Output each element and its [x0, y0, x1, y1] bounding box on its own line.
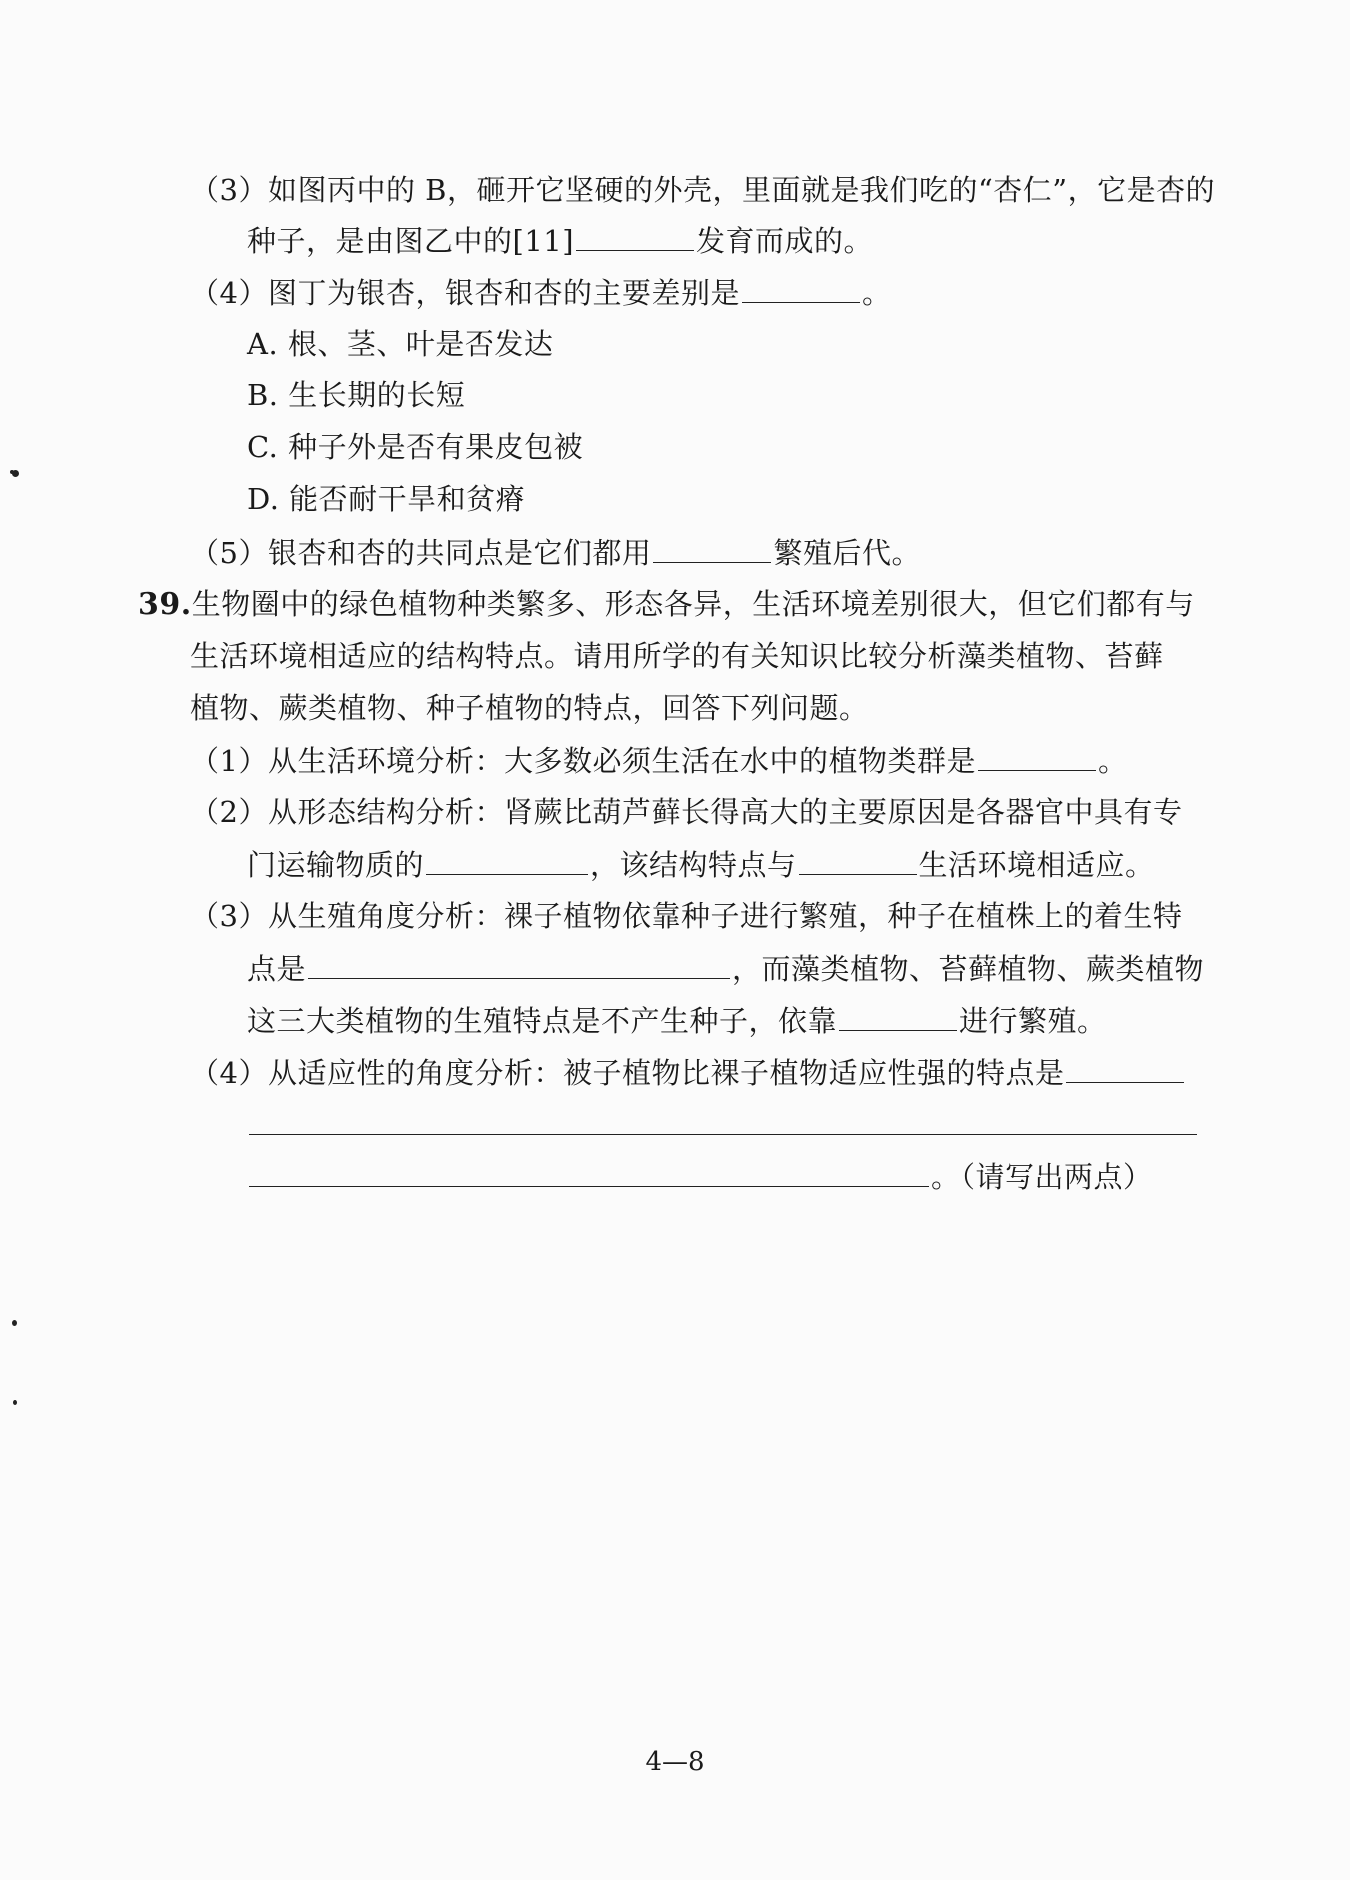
option-a: A. 根、茎、叶是否发达: [247, 327, 554, 361]
q39-part3-line2: 点是 ，而藻类植物、苔藓植物、蕨类植物: [247, 948, 1204, 989]
option-b: B. 生长期的长短: [247, 378, 466, 412]
q38-part3-line1: （3）如图丙中的 B，砸开它坚硬的外壳，里面就是我们吃的“杏仁”，它是杏的: [190, 173, 1216, 207]
q39-part1: （1）从生活环境分析：大多数必须生活在水中的植物类群是 。: [190, 740, 1127, 781]
question-number: 39.: [138, 587, 192, 622]
q39-intro-line1: 39.生物圈中的绿色植物种类繁多、形态各异，生活环境差别很大，但它们都有与: [138, 587, 1195, 622]
answer-blank[interactable]: [1066, 1052, 1184, 1083]
q39-intro-line2: 生活环境相适应的结构特点。请用所学的有关知识比较分析藻类植物、苔藓: [190, 639, 1164, 673]
answer-blank[interactable]: [308, 948, 730, 979]
q39-part3-line1: （3）从生殖角度分析：裸子植物依靠种子进行繁殖，种子在植株上的着生特: [190, 899, 1183, 933]
q39-part2-line2: 门运输物质的 ，该结构特点与 生活环境相适应。: [247, 844, 1155, 885]
page-number: 4—8: [645, 1747, 705, 1777]
answer-blank[interactable]: [978, 740, 1096, 771]
answer-blank[interactable]: [576, 220, 694, 251]
q39-part2-line1: （2）从形态结构分析：肾蕨比葫芦藓长得高大的主要原因是各器官中具有专: [190, 795, 1183, 829]
q39-intro-line3: 植物、蕨类植物、种子植物的特点，回答下列问题。: [190, 691, 869, 725]
margin-mark: [10, 470, 14, 474]
q39-part4-line3: 。（请写出两点）: [247, 1156, 1153, 1197]
margin-mark: [12, 1320, 17, 1326]
option-d: D. 能否耐干旱和贫瘠: [247, 482, 526, 516]
answer-blank[interactable]: [799, 844, 917, 875]
answer-blank[interactable]: [249, 1156, 929, 1187]
answer-blank[interactable]: [249, 1104, 1197, 1135]
answer-blank[interactable]: [653, 532, 771, 563]
q39-part3-line3: 这三大类植物的生殖特点是不产生种子，依靠 进行繁殖。: [247, 1000, 1107, 1041]
q38-part3-line2: 种子，是由图乙中的[11] 发育而成的。: [247, 220, 873, 261]
q39-part4-line1: （4）从适应性的角度分析：被子植物比裸子植物适应性强的特点是: [190, 1052, 1186, 1093]
q39-part4-line2: [247, 1104, 1199, 1145]
answer-blank[interactable]: [426, 844, 588, 875]
answer-blank[interactable]: [742, 272, 860, 303]
answer-blank[interactable]: [839, 1000, 957, 1031]
q38-part4: （4）图丁为银杏，银杏和杏的主要差别是 。: [190, 272, 891, 313]
option-c: C. 种子外是否有果皮包被: [247, 430, 584, 464]
margin-mark: [13, 1400, 17, 1405]
q38-part5: （5）银杏和杏的共同点是它们都用 繁殖后代。: [190, 532, 921, 573]
